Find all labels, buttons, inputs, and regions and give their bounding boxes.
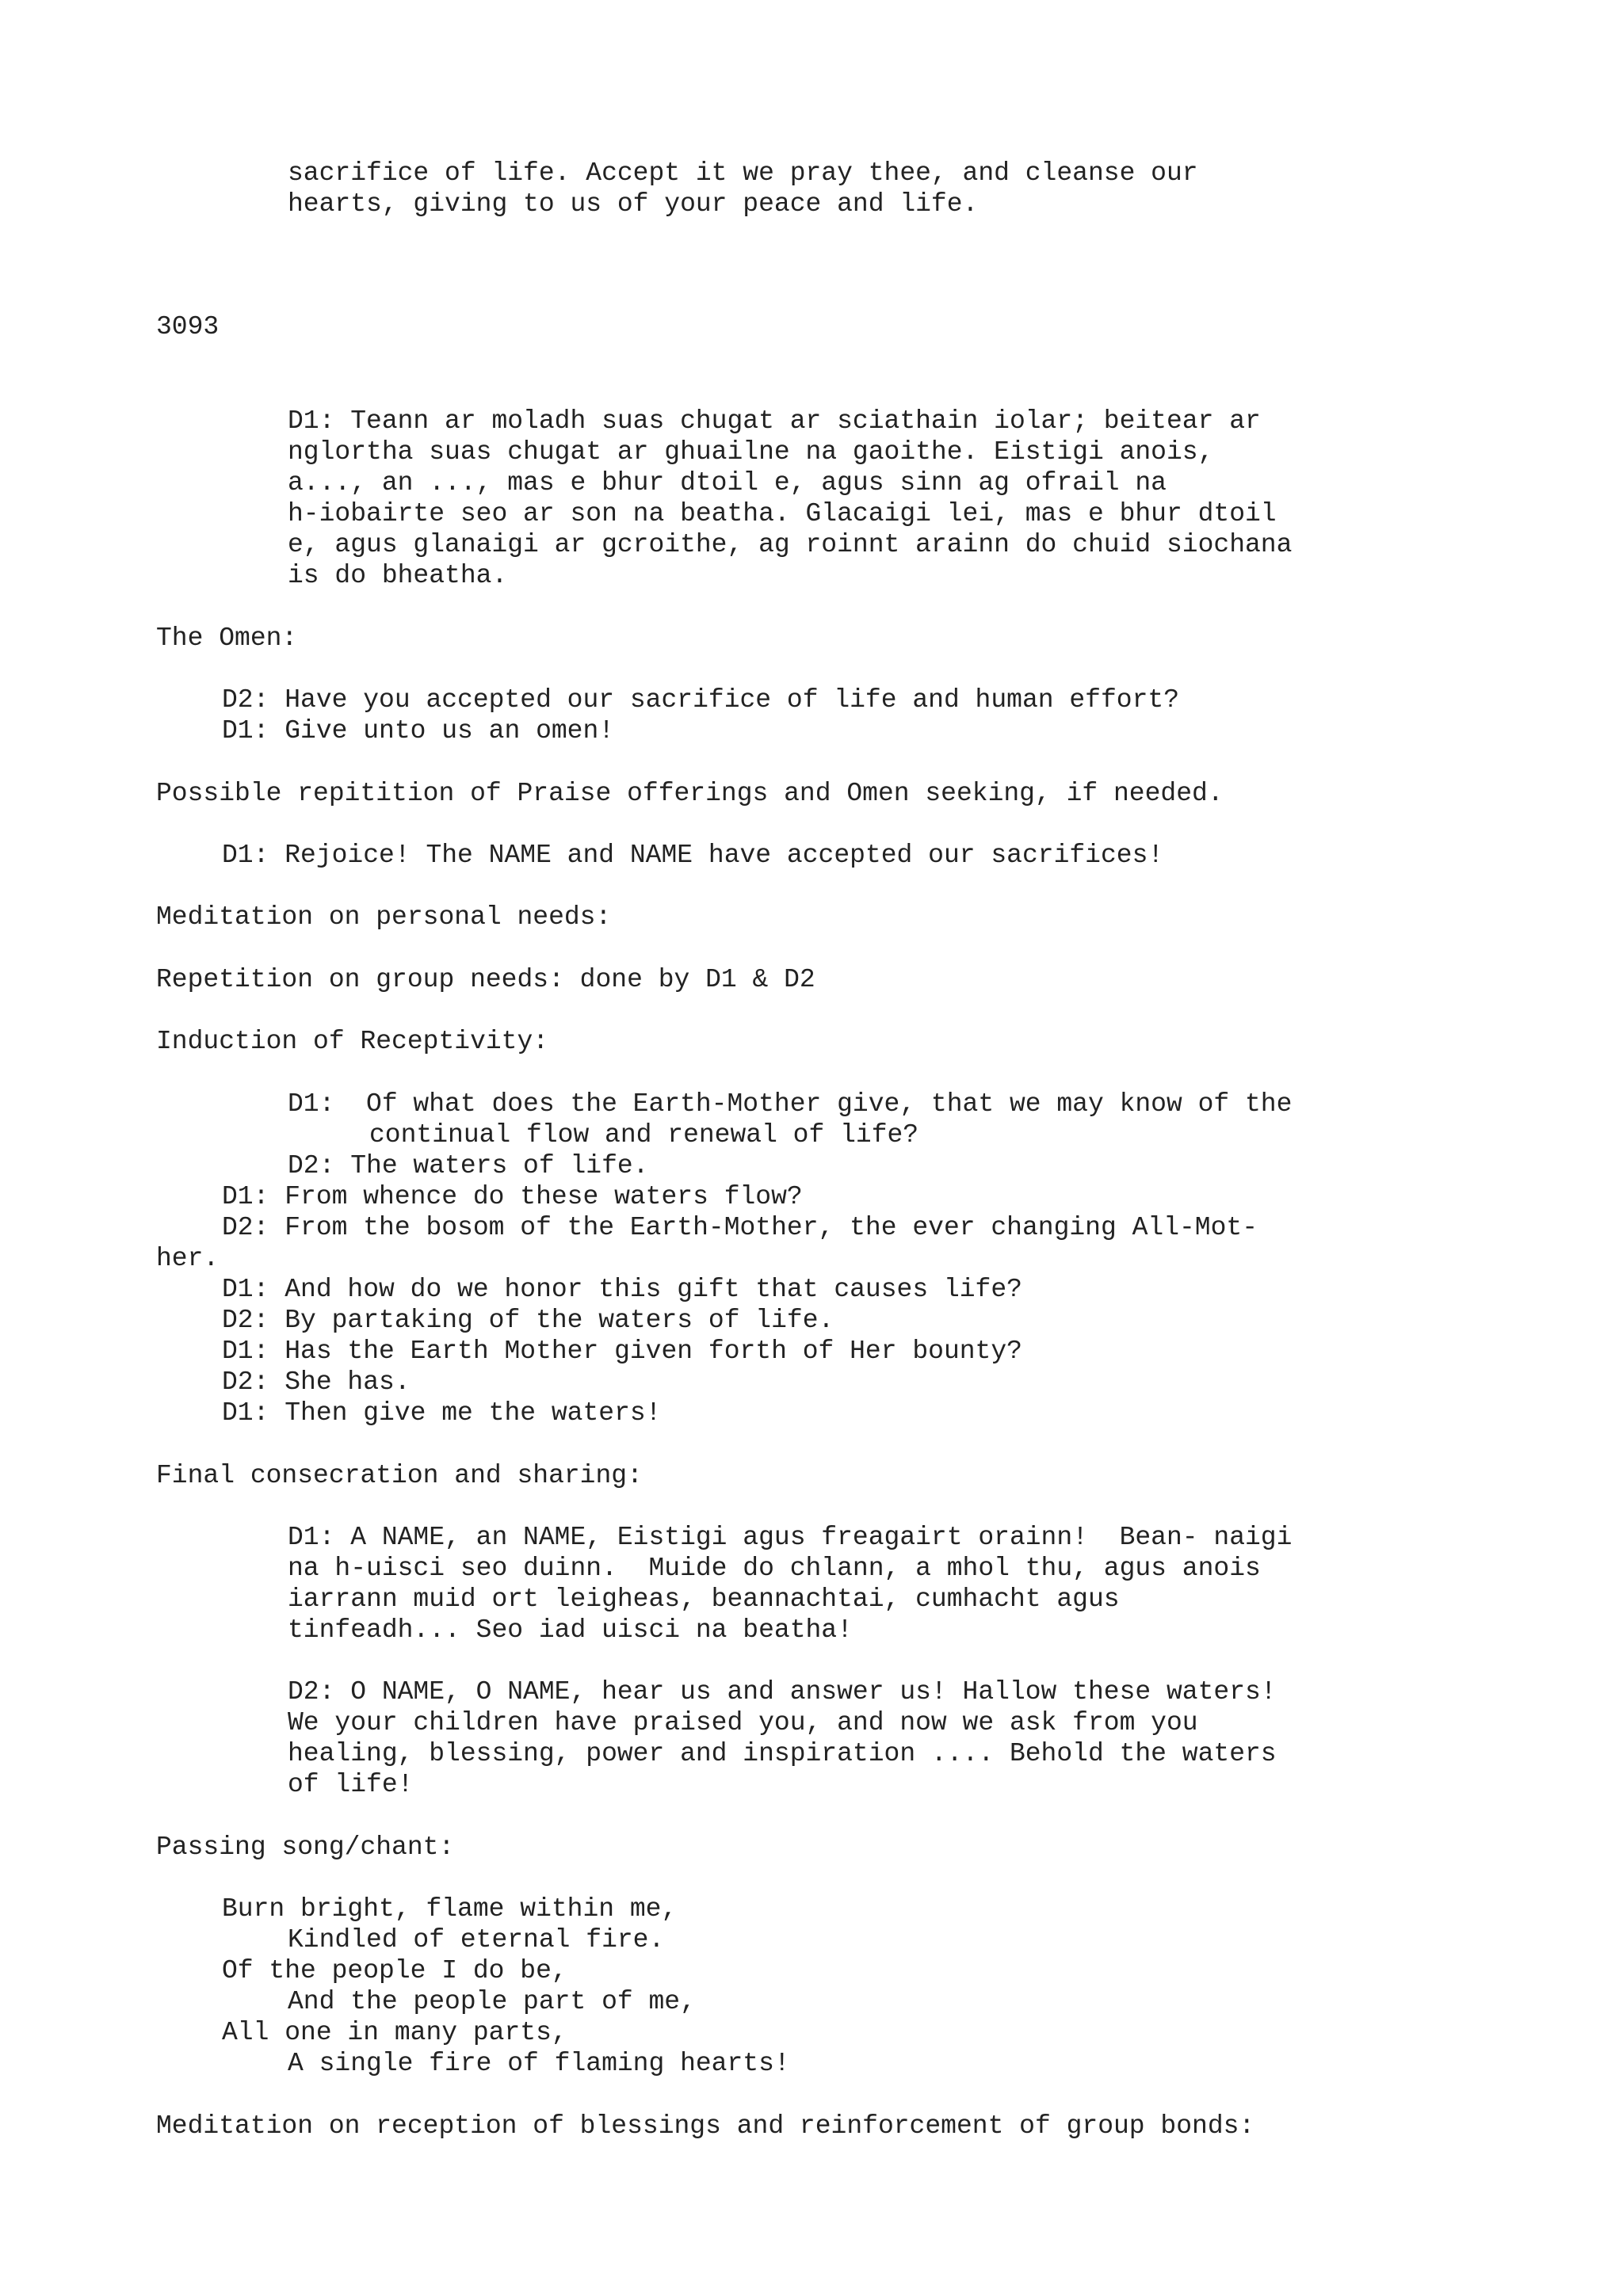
section-heading-receptivity: Induction of Receptivity: xyxy=(156,1027,549,1056)
song-line: Kindled of eternal fire. xyxy=(288,1925,665,1955)
dialogue-line: her. xyxy=(156,1244,220,1273)
dialogue-line: D2: By partaking of the waters of life. xyxy=(222,1306,834,1335)
section-heading-group-needs: Repetition on group needs: done by D1 & D2 xyxy=(156,965,815,994)
irish-praise-line: e, agus glanaigi ar gcroithe, ag roinnt arainn do chuid siochana xyxy=(288,530,1293,559)
consecration-irish-line: iarrann muid ort leigheas, beannachtai, cumhacht agus xyxy=(288,1585,1120,1614)
irish-praise-line: nglortha suas chugat ar ghuailne na gaoithe. Eistigi anois, xyxy=(288,437,1214,467)
dialogue-line: D1: Then give me the waters! xyxy=(222,1398,662,1428)
page-number: 3093 xyxy=(156,312,220,341)
consecration-english-line: We your children have praised you, and now we ask from you xyxy=(288,1708,1198,1737)
section-heading-final-meditation: Meditation on reception of blessings and reinforcement of group bonds: xyxy=(156,2111,1255,2141)
section-heading-consecration: Final consecration and sharing: xyxy=(156,1461,643,1490)
dialogue-line: D1: Of what does the Earth-Mother give, that we may know of the xyxy=(288,1089,1293,1119)
consecration-english-line: healing, blessing, power and inspiration .... Behold the waters xyxy=(288,1739,1277,1768)
dialogue-line: D1: Give unto us an omen! xyxy=(222,716,615,746)
consecration-irish-line: na h-uisci seo duinn. Muide do chlann, a mhol thu, agus anois xyxy=(288,1554,1261,1583)
consecration-irish-line: tinfeadh... Seo iad uisci na beatha! xyxy=(288,1615,853,1645)
dialogue-line: D1: Has the Earth Mother given forth of Her bounty? xyxy=(222,1337,1022,1366)
irish-praise-line: is do bheatha. xyxy=(288,561,508,590)
song-line: All one in many parts, xyxy=(222,2018,567,2047)
dialogue-line: D2: Have you accepted our sacrifice of life and human effort? xyxy=(222,685,1179,715)
dialogue-line: D2: She has. xyxy=(222,1367,411,1397)
consecration-english-line: of life! xyxy=(288,1770,414,1799)
song-line: And the people part of me, xyxy=(288,1987,696,2016)
irish-praise-line: D1: Teann ar moladh suas chugat ar sciathain iolar; beitear ar xyxy=(288,406,1261,436)
consecration-english-line: D2: O NAME, O NAME, hear us and answer us! Hallow these waters! xyxy=(288,1677,1277,1707)
section-heading-song: Passing song/chant: xyxy=(156,1833,455,1862)
section-heading-omen: The Omen: xyxy=(156,624,298,653)
song-line: Burn bright, flame within me, xyxy=(222,1894,678,1924)
song-line: Of the people I do be, xyxy=(222,1956,567,1985)
dialogue-line: D1: From whence do these waters flow? xyxy=(222,1182,803,1211)
dialogue-line: D1: And how do we honor this gift that causes life? xyxy=(222,1275,1022,1304)
dialogue-line: continual flow and renewal of life? xyxy=(369,1120,919,1150)
continuation-line: hearts, giving to us of your peace and life. xyxy=(288,189,979,219)
consecration-irish-line: D1: A NAME, an NAME, Eistigi agus freagairt orainn! Bean- naigi xyxy=(288,1523,1293,1552)
dialogue-line: D2: From the bosom of the Earth-Mother, the ever changing All-Mot- xyxy=(222,1213,1258,1242)
irish-praise-line: h-iobairte seo ar son na beatha. Glacaigi lei, mas e bhur dtoil xyxy=(288,499,1277,528)
song-line: A single fire of flaming hearts! xyxy=(288,2049,790,2078)
continuation-line: sacrifice of life. Accept it we pray thee, and cleanse our xyxy=(288,158,1198,188)
repetition-note: Possible repitition of Praise offerings and Omen seeking, if needed. xyxy=(156,779,1224,808)
dialogue-line: D1: Rejoice! The NAME and NAME have accepted our sacrifices! xyxy=(222,841,1164,870)
irish-praise-line: a..., an ..., mas e bhur dtoil e, agus sinn ag ofrail na xyxy=(288,468,1167,498)
section-heading-personal-needs: Meditation on personal needs: xyxy=(156,902,612,932)
dialogue-line: D2: The waters of life. xyxy=(288,1151,649,1180)
